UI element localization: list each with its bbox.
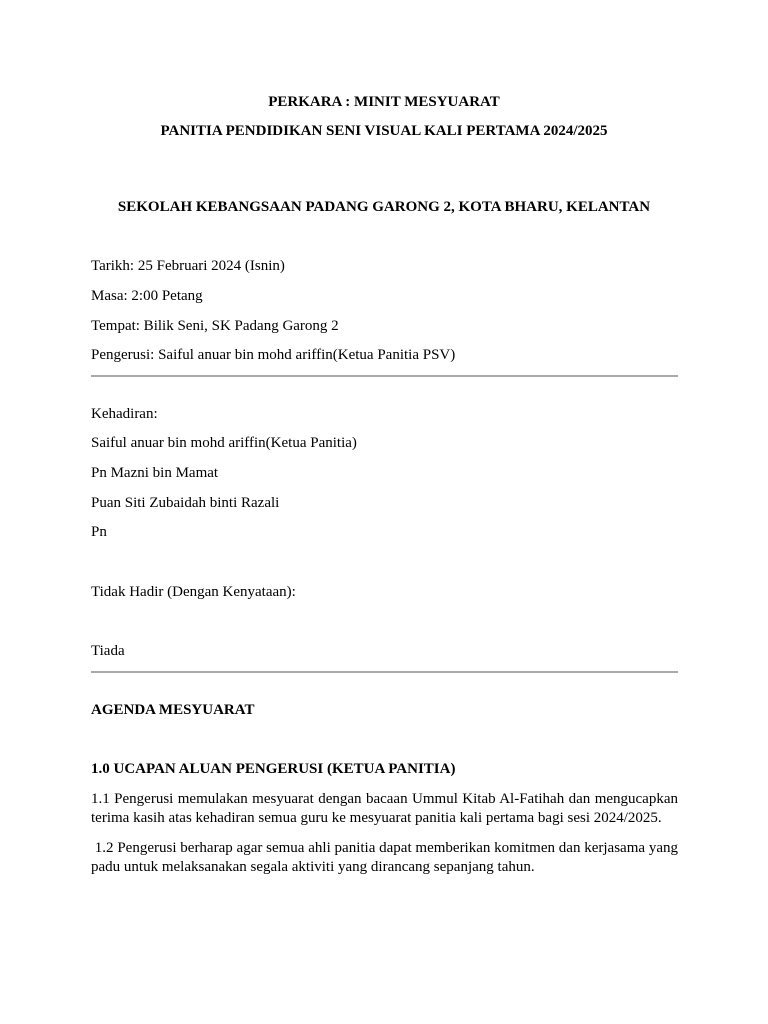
absent-label: Tidak Hadir (Dengan Kenyataan): — [91, 584, 296, 600]
meeting-venue: Tempat: Bilik Seni, SK Padang Garong 2 — [91, 318, 339, 334]
agenda-item-1-1: 1.1 Pengerusi memulakan mesyuarat dengan bacaan Ummul Kitab Al-Fatihah dan mengucapkan terima kasih atas kehadiran semua guru ke mesyuarat panitia kali pertama bagi sesi 2024/2025. — [91, 791, 678, 826]
divider-2 — [91, 671, 678, 673]
attendee-item: Pn — [91, 524, 107, 540]
divider-1 — [91, 375, 678, 377]
heading-perkara: PERKARA : MINIT MESYUARAT — [268, 94, 500, 110]
attendee-item: Saiful anuar bin mohd ariffin(Ketua Panitia) — [91, 435, 357, 451]
heading-panitia: PANITIA PENDIDIKAN SENI VISUAL KALI PERTAMA 2024/2025 — [160, 123, 608, 139]
agenda-item-1-2: 1.2 Pengerusi berharap agar semua ahli panitia dapat memberikan komitmen dan kerjasama yang padu untuk melaksanakan segala aktiviti yang dirancang sepanjang tahun. — [91, 840, 678, 875]
meeting-time: Masa: 2:00 Petang — [91, 288, 203, 304]
agenda-title: AGENDA MESYUARAT — [91, 702, 255, 718]
attendee-item: Puan Siti Zubaidah binti Razali — [91, 495, 280, 511]
attendee-item: Pn Mazni bin Mamat — [91, 465, 219, 481]
absent-value: Tiada — [91, 643, 125, 659]
meeting-chair: Pengerusi: Saiful anuar bin mohd ariffin(Ketua Panitia PSV) — [91, 347, 456, 363]
section-1-title: 1.0 UCAPAN ALUAN PENGERUSI (KETUA PANITIA) — [91, 761, 456, 777]
heading-school: SEKOLAH KEBANGSAAN PADANG GARONG 2, KOTA BHARU, KELANTAN — [117, 199, 651, 215]
meeting-date: Tarikh: 25 Februari 2024 (Isnin) — [91, 258, 285, 274]
attendance-label: Kehadiran: — [91, 406, 158, 422]
